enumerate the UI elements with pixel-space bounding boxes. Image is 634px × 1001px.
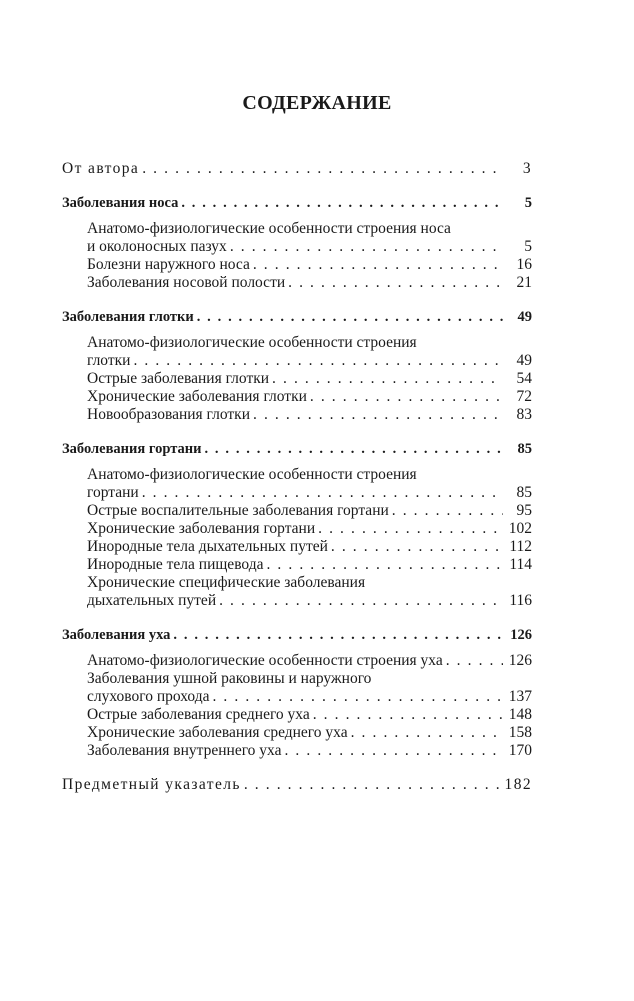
page-number: 16 <box>516 256 532 273</box>
page-number: 49 <box>517 309 532 325</box>
entry-label: Заболевания внутреннего уха <box>87 742 282 759</box>
entry-label: Новообразования глотки <box>87 406 250 423</box>
toc-entry[interactable] <box>62 520 532 538</box>
toc-entry-index[interactable] <box>62 776 532 794</box>
dot-leader <box>288 274 503 292</box>
toc-subentries <box>62 652 532 760</box>
entry-label: Заболевания носовой полости <box>87 274 286 291</box>
dot-leader <box>197 308 503 326</box>
page-number: 5 <box>524 238 532 255</box>
toc-entry[interactable] <box>62 466 532 502</box>
dot-leader <box>142 484 503 502</box>
entry-label: Анатомо-физиологические особенности строения уха <box>87 652 443 669</box>
page-number: 54 <box>516 370 532 387</box>
page-number: 148 <box>508 706 532 723</box>
toc-entry[interactable] <box>62 556 532 574</box>
section-label: Заболевания глотки <box>62 309 194 325</box>
section-heading[interactable] <box>62 626 532 644</box>
page-number: 126 <box>508 652 532 669</box>
toc-entry[interactable] <box>62 652 532 670</box>
toc-entry[interactable] <box>62 406 532 424</box>
page-number: 95 <box>516 502 532 519</box>
section-heading[interactable] <box>62 308 532 326</box>
dot-leader <box>446 652 503 670</box>
page-number: 85 <box>517 441 532 457</box>
toc-section <box>62 626 532 760</box>
entry-label: гортани <box>87 484 139 501</box>
entry-label-line1: Хронические специфические заболевания <box>87 574 366 591</box>
dot-leader <box>219 592 503 610</box>
toc-entry[interactable] <box>62 670 532 706</box>
dot-leader <box>181 194 503 212</box>
dot-leader <box>253 406 503 424</box>
section-heading[interactable] <box>62 194 532 212</box>
entry-label: Хронические заболевания гортани <box>87 520 316 537</box>
page-number: 112 <box>509 538 532 555</box>
entry-label: Инородные тела пищевода <box>87 556 264 573</box>
toc-entry[interactable] <box>62 274 532 292</box>
page-number: 5 <box>524 195 532 211</box>
dot-leader <box>310 388 503 406</box>
toc-entry-intro[interactable] <box>62 160 532 178</box>
page-number: 72 <box>516 388 532 405</box>
dot-leader <box>351 724 503 742</box>
entry-label: Острые заболевания глотки <box>87 370 270 387</box>
entry-label: дыхательных путей <box>87 592 217 609</box>
entry-label: Острые воспалительные заболевания гортани <box>87 502 389 519</box>
entry-label: От автора <box>62 160 140 177</box>
page-number: 83 <box>516 406 532 423</box>
dot-leader <box>284 742 503 760</box>
entry-label: Болезни наружного носа <box>87 256 250 273</box>
dot-leader <box>272 370 503 388</box>
toc-section <box>62 308 532 424</box>
dot-leader <box>133 352 503 370</box>
dot-leader <box>266 556 503 574</box>
section-heading[interactable] <box>62 440 532 458</box>
toc-entry[interactable] <box>62 574 532 610</box>
page-number: 102 <box>508 520 532 537</box>
entry-label: глотки <box>87 352 131 369</box>
page-number: 116 <box>509 592 532 609</box>
toc-section <box>62 194 532 292</box>
page-number: 137 <box>508 688 532 705</box>
entry-label: Инородные тела дыхательных путей <box>87 538 328 555</box>
toc-entry[interactable] <box>62 334 532 370</box>
toc-entry[interactable] <box>62 388 532 406</box>
dot-leader <box>142 160 503 178</box>
toc-subentries <box>62 334 532 424</box>
page-number: 3 <box>522 160 532 177</box>
dot-leader <box>313 706 503 724</box>
entry-label: Острые заболевания среднего уха <box>87 706 310 723</box>
toc-entry[interactable] <box>62 538 532 556</box>
entry-label: Хронические заболевания среднего уха <box>87 724 348 741</box>
toc-entry[interactable] <box>62 370 532 388</box>
dot-leader <box>212 688 503 706</box>
page-number: 158 <box>508 724 532 741</box>
page-title: СОДЕРЖАНИЕ <box>242 92 392 114</box>
toc-subentries <box>62 220 532 292</box>
entry-label: Хронические заболевания глотки <box>87 388 307 405</box>
page-number: 49 <box>516 352 532 369</box>
entry-label-line1: Заболевания ушной раковины и наружного <box>87 670 372 687</box>
dot-leader <box>318 520 503 538</box>
dot-leader <box>204 440 503 458</box>
entry-label-line1: Анатомо-физиологические особенности строения <box>87 334 417 351</box>
dot-leader <box>392 502 503 520</box>
toc-entry[interactable] <box>62 256 532 274</box>
page-number: 85 <box>516 484 532 501</box>
page-number: 182 <box>504 776 532 793</box>
entry-label: слухового прохода <box>87 688 210 705</box>
entry-label-line1: Анатомо-физиологические особенности строения носа <box>87 220 451 237</box>
dot-leader <box>230 238 503 256</box>
section-label: Заболевания уха <box>62 627 171 643</box>
toc-entry[interactable] <box>62 742 532 760</box>
entry-label: Предметный указатель <box>62 776 241 793</box>
toc-entry[interactable] <box>62 724 532 742</box>
section-label: Заболевания гортани <box>62 441 202 457</box>
page-number: 114 <box>509 556 532 573</box>
toc-entry[interactable] <box>62 220 532 256</box>
entry-label: и околоносных пазух <box>87 238 227 255</box>
section-label: Заболевания носа <box>62 195 179 211</box>
entry-label-line1: Анатомо-физиологические особенности строения <box>87 466 417 483</box>
dot-leader <box>244 776 502 794</box>
toc-entry[interactable] <box>62 502 532 520</box>
toc-entry[interactable] <box>62 706 532 724</box>
toc-subentries <box>62 466 532 610</box>
table-of-contents <box>62 160 532 794</box>
dot-leader <box>173 626 503 644</box>
page-number: 21 <box>516 274 532 291</box>
page-number: 126 <box>510 627 532 643</box>
dot-leader <box>331 538 503 556</box>
page-number: 170 <box>508 742 532 759</box>
toc-section <box>62 440 532 610</box>
dot-leader <box>253 256 503 274</box>
